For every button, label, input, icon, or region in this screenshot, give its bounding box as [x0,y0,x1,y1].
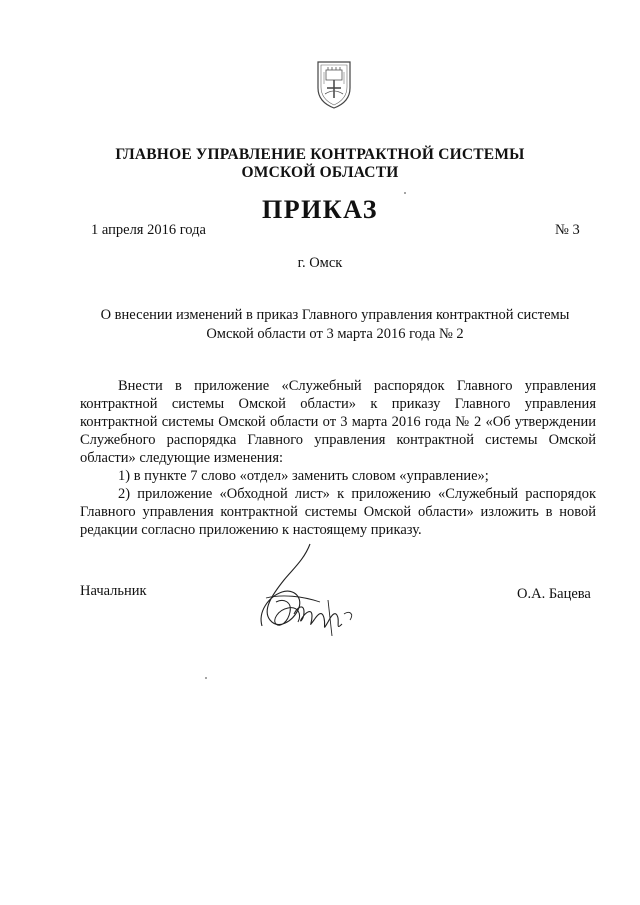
subject-line2: Омской области от 3 марта 2016 года № 2 [206,326,464,342]
document-body [80,377,596,539]
body-paragraph: Внести в приложение «Служебный распорядок Главного управления контрактной системы Омской области» к приказу Главного управления контрактной системы Омской области от 3 марта 2016 года № 2 «Об утверждении Служебного распорядка Главного управления контрактной системы Омской области» следующие изменения: [80,378,596,466]
organization-name-line2: ОМСКОЙ ОБЛАСТИ [241,164,399,181]
signatory-name: О.А. Бацева [517,586,591,602]
scan-speck [404,192,406,194]
document-subject [80,306,590,344]
document-number: № 3 [555,222,580,238]
scan-speck [205,677,207,679]
body-item-1: 1) в пункте 7 слово «отдел» заменить словом «управление»; [118,468,489,484]
body-item-2: 2) приложение «Обходной лист» к приложению «Служебный распорядок Главного управления контрактной системы Омской области» изложить в новой редакции согласно приложению к настоящему приказу. [80,486,596,538]
organization-name-line1: ГЛАВНОЕ УПРАВЛЕНИЕ КОНТРАКТНОЙ СИСТЕМЫ [115,146,525,163]
coat-of-arms-icon [315,58,353,110]
document-date: 1 апреля 2016 года [91,222,206,238]
handwritten-signature-icon [232,540,372,640]
document-type-title: ПРИКАЗ [261,195,379,224]
document-city: г. Омск [297,255,343,271]
subject-line1: О внесении изменений в приказ Главного управления контрактной системы [100,307,570,323]
signatory-position: Начальник [80,583,147,599]
